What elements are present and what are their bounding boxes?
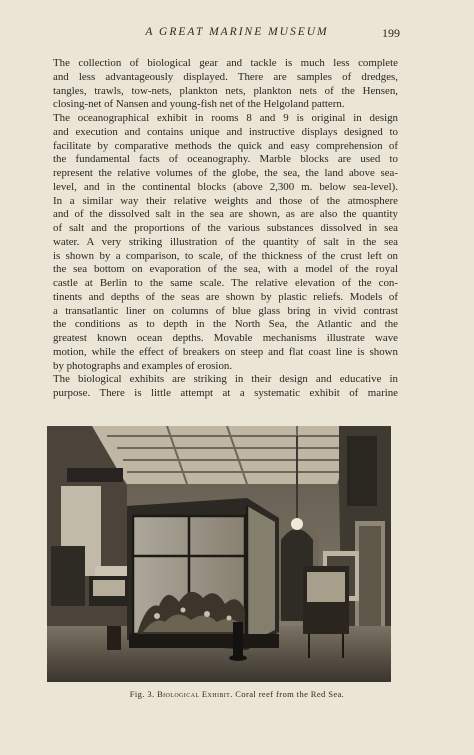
text-line: purpose. There is little attempt at a systematic exhibit of marine <box>53 387 398 399</box>
text-line: the sea bottom on evaporation of the sea, with a model of the royal <box>53 263 398 276</box>
exhibit-hall-illustration <box>47 426 391 682</box>
running-head: A GREAT MARINE MUSEUM <box>145 26 329 38</box>
text-line: facilitate by comparative methods the quick and easy comprehension of <box>53 139 398 152</box>
text-line: the fundamental facts of oceanography. Marble blocks are used to <box>53 153 398 166</box>
text-line: The collection of biological gear and tackle is much less complete <box>53 57 398 69</box>
text-line: The biological exhibits are striking in their design and educative in <box>53 373 398 386</box>
text-line: tinents and depths of the seas are shown by plastic reliefs. Models of <box>53 290 398 303</box>
page-number: 199 <box>382 26 400 40</box>
text-line: the conditions as to depth in the North Sea, the Atlantic and the <box>53 318 398 331</box>
paragraph-1 <box>35 57 398 112</box>
text-line: and execution and contains unique and instructive displays designed to <box>53 125 398 138</box>
figure-title: Biological Exhibit. <box>157 689 233 699</box>
paragraph-2 <box>35 112 398 373</box>
figure-caption <box>0 689 474 699</box>
text-line: of salt and the proportions of the various substances dissolved in sea <box>53 222 398 234</box>
text-line: is shown by a comparison, to scale, of the thickness of the crust left on <box>53 249 398 262</box>
text-line: closing-net of Nansen and young-fish net of the Helgoland pattern. <box>53 98 345 111</box>
text-line: tangles, trawls, tow-nets, plankton nets, plankton nets of the Hensen, <box>53 84 398 97</box>
text-line: a transatlantic liner on columns of blue glass bring in vivid contrast <box>53 304 398 317</box>
paragraph-3 <box>35 373 398 401</box>
figure-description: Coral reef from the Red Sea. <box>235 689 345 699</box>
text-line: The oceanographical exhibit in rooms 8 and 9 is original in design <box>53 112 398 124</box>
text-line: represent the relative volumes of the globe, the sea, the land above sea- <box>53 167 398 179</box>
text-line: and less advantageously displayed. There are samples of dredges, <box>53 70 398 83</box>
text-line: water. A very striking illustration of the quantity of salt in the sea <box>53 235 398 248</box>
text-line: by photographs and examples of erosion. <box>53 359 233 372</box>
figure-label: Fig. 3. <box>129 689 155 699</box>
text-line: In a similar way their relative weights and those of the atmosphere <box>53 194 398 207</box>
text-line: castle at Berlin to the same scale. The relative elevation of the con- <box>53 277 398 289</box>
exhibit-photograph <box>47 426 391 682</box>
text-line: level, and in the continental blocks (above 2,300 m. below sea-level). <box>53 180 398 193</box>
body-text <box>35 57 398 401</box>
text-line: greatest known ocean depths. Movable mechanisms illustrate wave <box>53 332 398 344</box>
text-line: motion, while the effect of breakers on steep and flat coast line is shown <box>53 345 398 358</box>
text-line: and of the dissolved salt in the sea are shown, as are also the quantity <box>53 208 398 221</box>
